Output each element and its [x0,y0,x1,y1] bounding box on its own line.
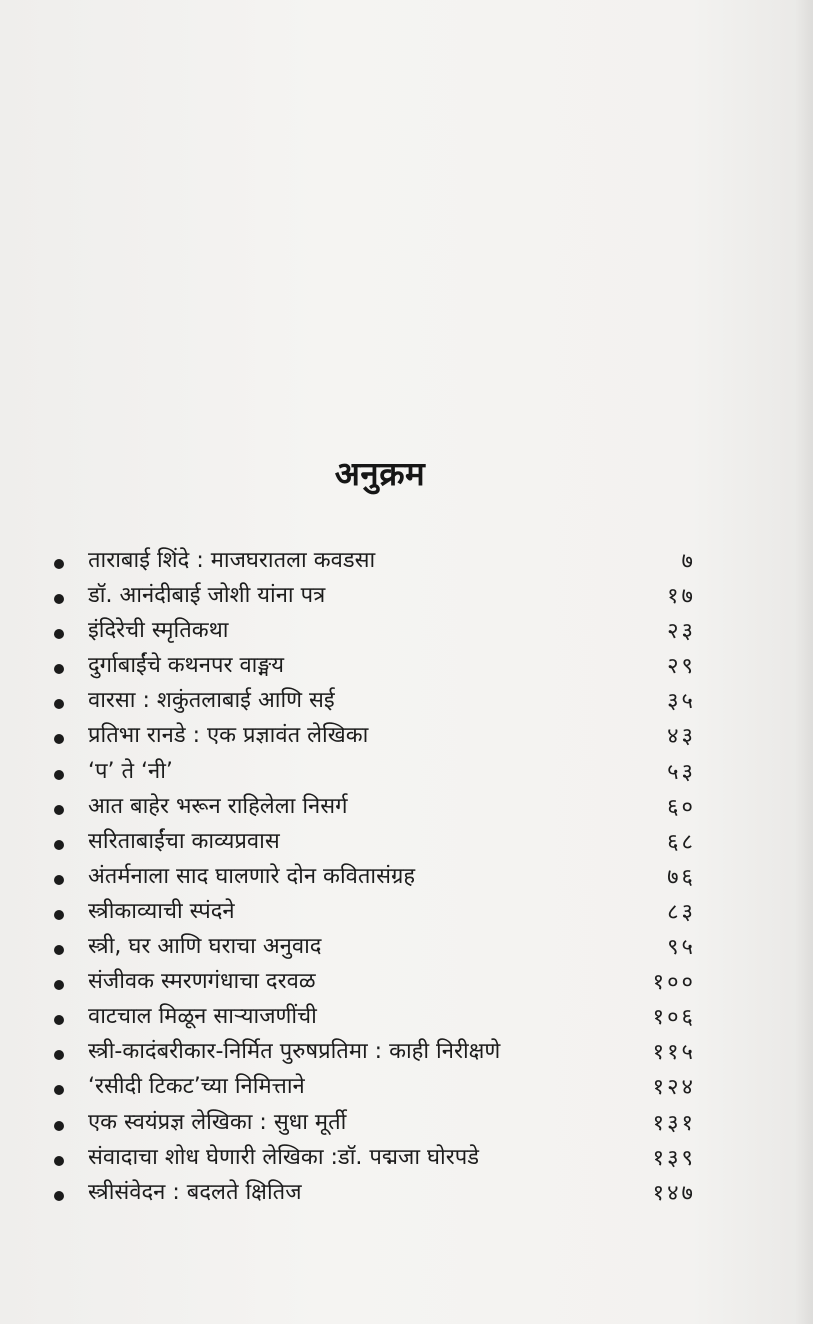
toc-entry [0,546,813,581]
toc-entry [0,581,813,616]
bullet-icon [54,1191,64,1201]
toc-entry-page: १३१ [652,1110,696,1136]
bullet-icon [54,945,64,955]
toc-entry-title: इंदिरेची स्मृतिकथा [88,618,229,644]
bullet-icon [54,1085,64,1095]
toc-entry [0,721,813,756]
toc-entry [0,1143,813,1178]
toc-entry [0,616,813,651]
toc-entry [0,827,813,862]
toc-entry-title: डॉ. आनंदीबाई जोशी यांना पत्र [88,583,326,609]
bullet-icon [54,770,64,780]
toc-entry-title: एक स्वयंप्रज्ञ लेखिका : सुधा मूर्ती [88,1109,347,1135]
bullet-icon [54,629,64,639]
page-title: अनुक्रम [334,454,426,493]
toc-entry [0,932,813,967]
bullet-icon [54,1121,64,1131]
bullet-icon [54,1156,64,1166]
bullet-icon [54,980,64,990]
toc-entry [0,1072,813,1107]
toc-entry-page: १०० [652,970,696,996]
toc-entry-title: ‘प’ ते ‘नी’ [88,758,173,784]
toc-entry-title: ‘रसीदी टिकट’च्या निमित्ताने [88,1074,305,1100]
toc-entry-page: १३९ [652,1145,696,1171]
toc-entry-page: ८३ [667,899,696,925]
toc-entry [0,967,813,1002]
toc-entry-page: ४३ [667,724,696,750]
toc-entry-page: १०६ [652,1005,696,1031]
toc-entry-page: २३ [667,619,696,645]
toc-entry-title: स्त्रीसंवेदन : बदलते क्षितिज [88,1179,302,1205]
toc-entry-title: आत बाहेर भरून राहिलेला निसर्ग [88,793,348,819]
toc-entry-title: वाटचाल मिळून साऱ्याजणींची [88,1004,317,1030]
toc-entry [0,897,813,932]
toc-entry [0,1037,813,1072]
toc-entry-page: ३५ [667,689,696,715]
toc-entry-page: ७६ [667,864,696,890]
bullet-icon [54,875,64,885]
toc-entry-page: ६८ [667,829,696,855]
toc-entry [0,1002,813,1037]
bullet-icon [54,805,64,815]
bullet-icon [54,1015,64,1025]
toc-entry-title: दुर्गाबाईंचे कथनपर वाङ्मय [88,653,285,679]
toc-entry-page: ६० [667,794,696,820]
toc-entry [0,686,813,721]
toc-entry-page: १२४ [652,1075,696,1101]
toc-entry-title: सरिताबाईंचा काव्यप्रवास [88,828,280,854]
bullet-icon [54,1050,64,1060]
bullet-icon [54,594,64,604]
toc-entry-page: ५३ [667,759,696,785]
toc-entry [0,1178,813,1213]
toc-entry-title: स्त्रीकाव्याची स्पंदने [88,898,235,924]
toc-entry [0,651,813,686]
toc-entry [0,1108,813,1143]
toc-entry-title: वारसा : शकुंतलाबाई आणि सई [88,688,335,714]
toc-entry-title: ताराबाई शिंदे : माजघरातला कवडसा [88,548,376,573]
toc-entry-title: प्रतिभा रानडे : एक प्रज्ञावंत लेखिका [88,723,369,749]
toc-entry-page: ९५ [667,935,696,961]
bullet-icon [54,910,64,920]
toc-entry [0,792,813,827]
toc-entry-page: १४७ [652,1180,696,1206]
toc-entry-page: ११५ [652,1040,696,1066]
bullet-icon [54,559,64,569]
table-of-contents [0,546,813,1213]
toc-entry-title: अंतर्मनाला साद घालणारे दोन कवितासंग्रह [88,863,416,889]
toc-entry-page: ७ [681,549,696,574]
bullet-icon [54,664,64,674]
toc-entry [0,862,813,897]
toc-entry-title: स्त्री-कादंबरीकार-निर्मित पुरुषप्रतिमा : काही निरीक्षणे [88,1039,501,1065]
toc-entry-title: स्त्री, घर आणि घराचा अनुवाद [88,934,322,960]
bullet-icon [54,734,64,744]
toc-entry-title: संजीवक स्मरणगंधाचा दरवळ [88,969,316,995]
bullet-icon [54,699,64,709]
toc-entry-page: २९ [667,654,696,680]
bullet-icon [54,840,64,850]
toc-entry-title: संवादाचा शोध घेणारी लेखिका :डॉ. पद्मजा घोरपडे [88,1144,479,1170]
toc-entry-page: १७ [667,584,696,610]
toc-entry [0,757,813,792]
